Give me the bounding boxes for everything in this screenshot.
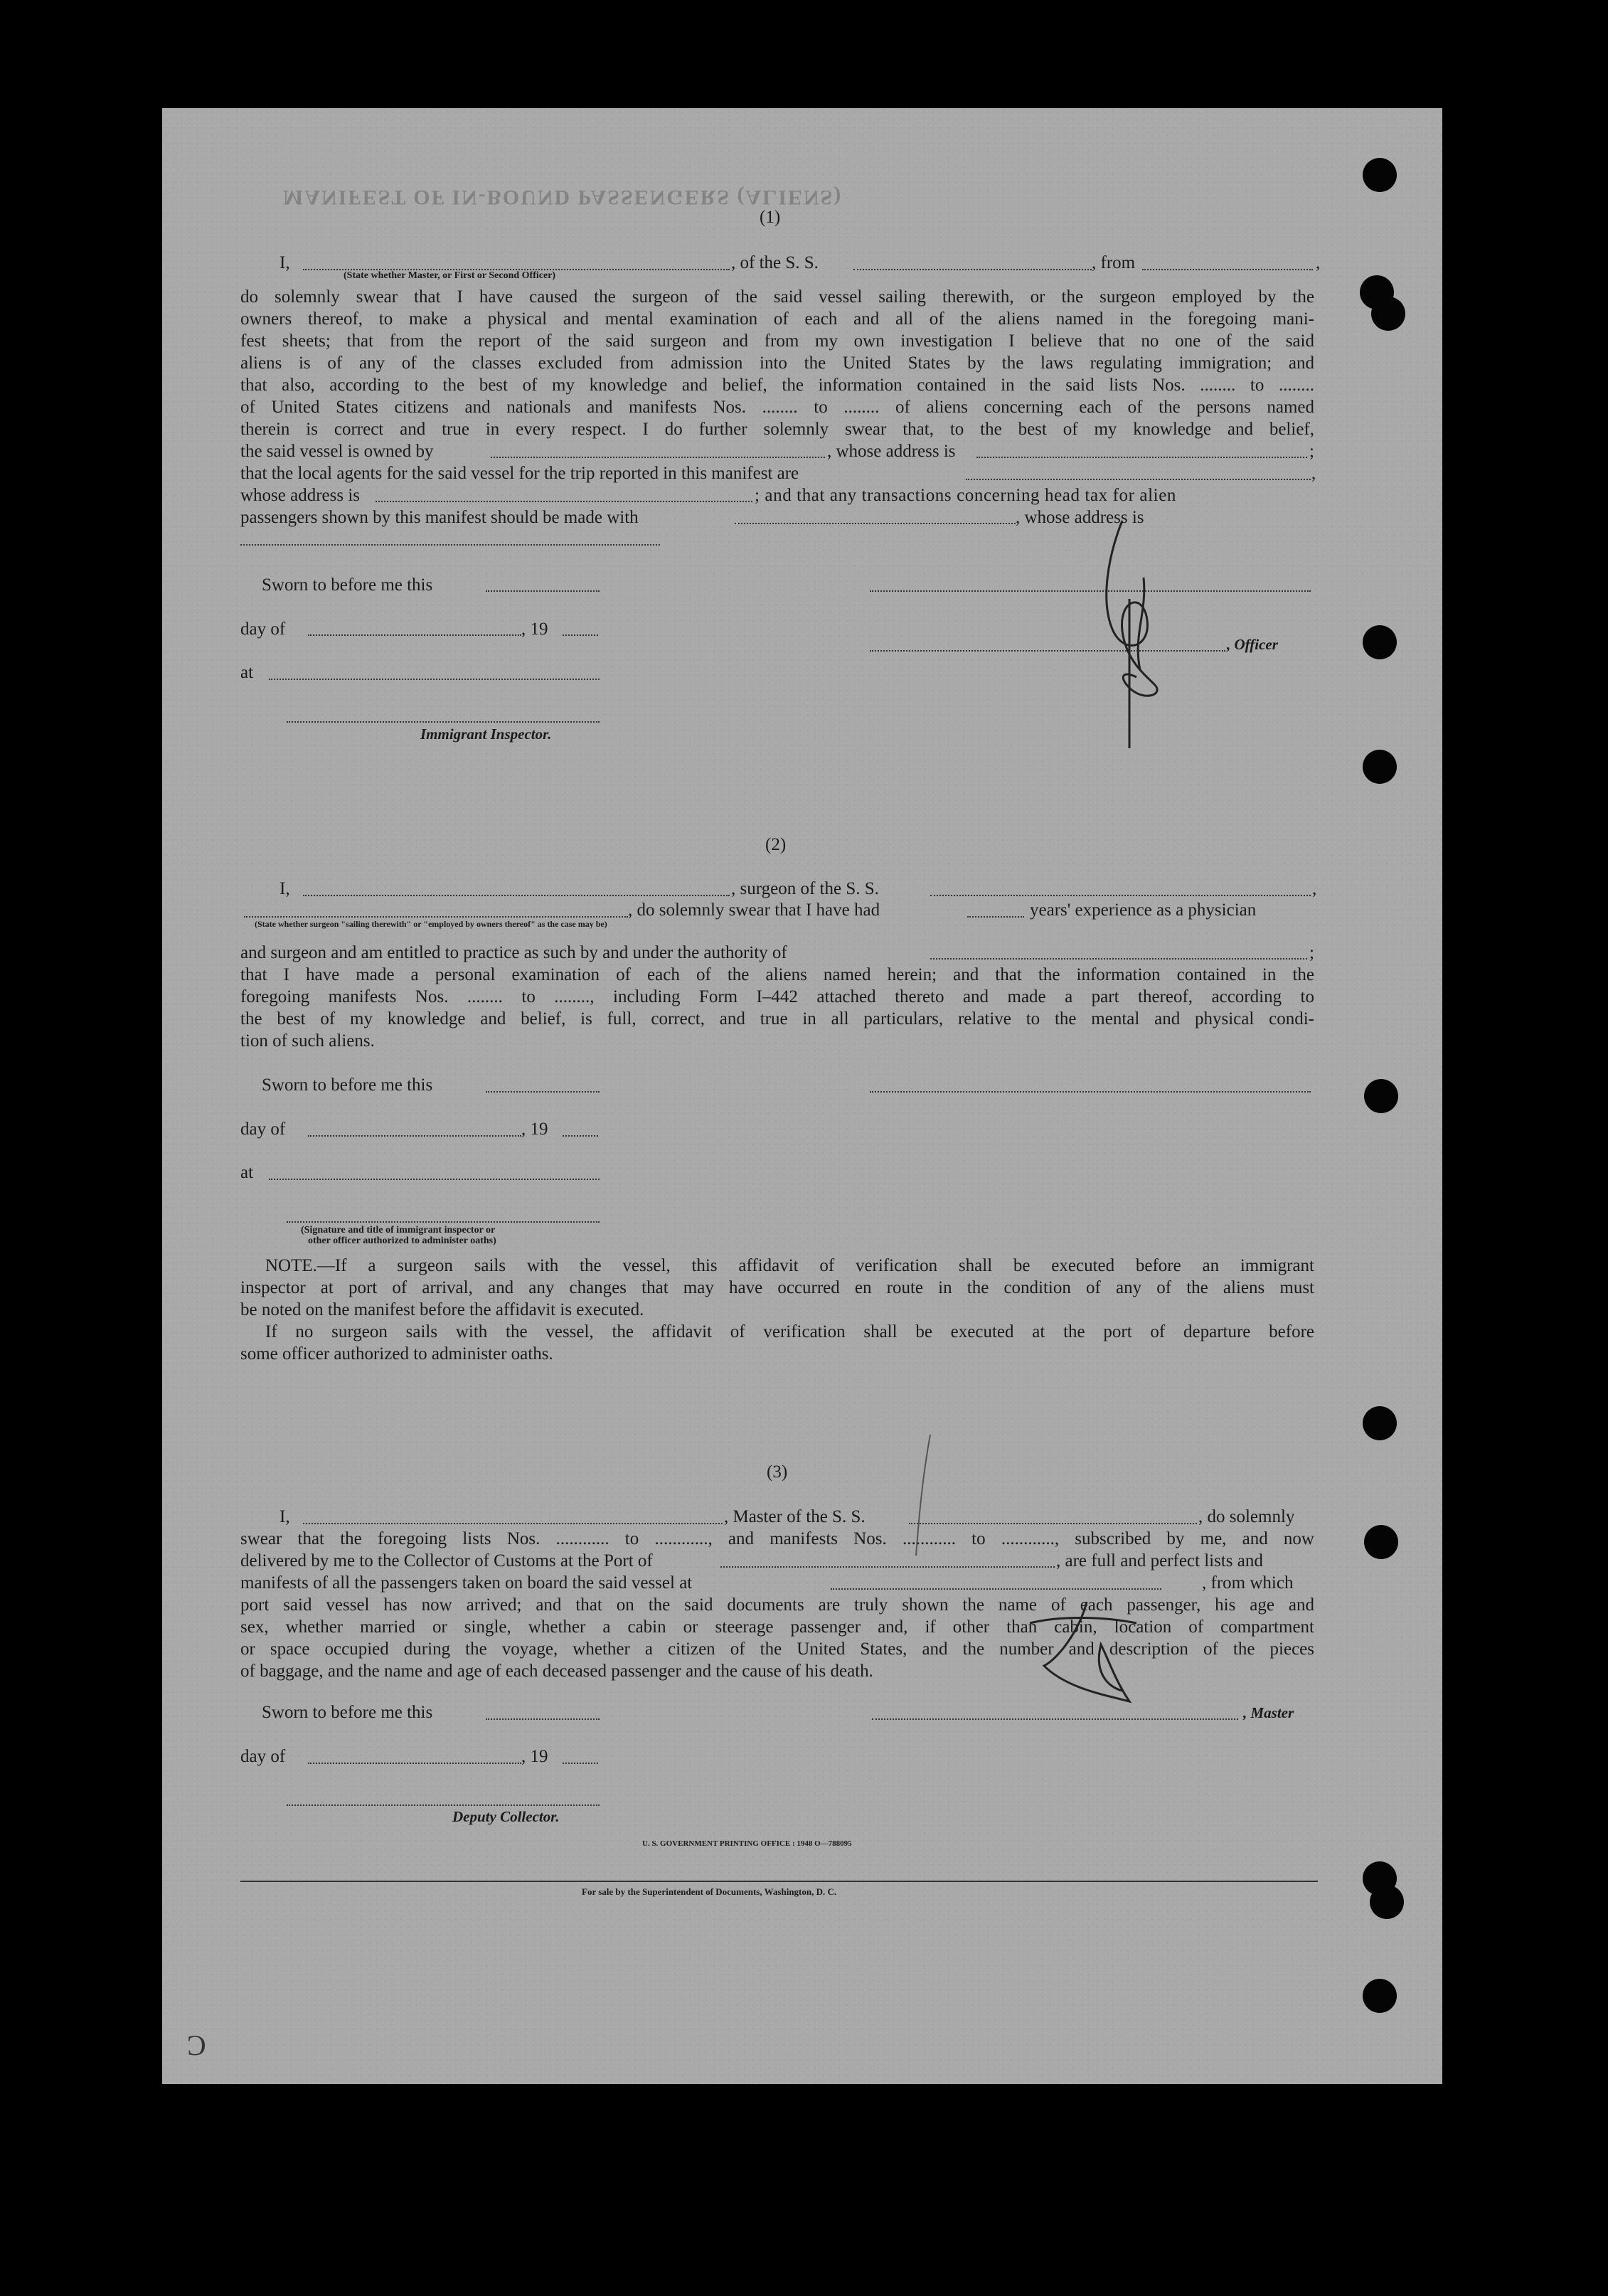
comma: , bbox=[1311, 464, 1316, 483]
section2-para-line: the best of my knowledge and belief, is full, correct, and true in all particulars, relative to the mental and physical condi- bbox=[240, 1009, 1314, 1029]
at-text: at bbox=[240, 663, 254, 682]
sworn-text: Sworn to before me this bbox=[262, 1703, 433, 1722]
sig-note-2: other officer authorized to administer oaths) bbox=[308, 1235, 496, 1246]
from-text: , from bbox=[1092, 253, 1136, 272]
sworn-day-field[interactable] bbox=[486, 1091, 600, 1093]
section2-i: I, bbox=[279, 879, 290, 898]
passengers-text: passengers shown by this manifest should be made with bbox=[240, 508, 639, 527]
month-field[interactable] bbox=[308, 1135, 521, 1137]
place-field[interactable] bbox=[269, 679, 600, 680]
section3-para-line: of baggage, and the name and age of each deceased passenger and the cause of his death. bbox=[240, 1662, 873, 1681]
owned-by-text: the said vessel is owned by bbox=[240, 442, 434, 461]
head-tax-text: ; and that any transactions concerning head tax for alien bbox=[755, 486, 1177, 505]
whose-address-is-text: , whose address is bbox=[1016, 508, 1144, 527]
sworn-day-field[interactable] bbox=[486, 590, 600, 592]
section1-i: I, bbox=[279, 253, 290, 272]
section3-number: (3) bbox=[767, 1462, 788, 1482]
section3-para-line: or space occupied during the voyage, whether a citizen of the United States, and the number and description of the pieces bbox=[240, 1639, 1314, 1659]
section1-para-line: do solemnly swear that I have caused the surgeon of the said vessel sailing therewith, or the surgeon employed by the bbox=[240, 287, 1314, 307]
footer-rule bbox=[240, 1881, 1318, 1882]
vessel-name-field[interactable] bbox=[853, 269, 1092, 270]
surgeon-name-field[interactable] bbox=[303, 895, 730, 896]
binder-hole bbox=[1371, 297, 1405, 331]
semicolon: ; bbox=[1309, 943, 1314, 962]
note-line: NOTE.—If a surgeon sails with the vessel, this affidavit of verification shall be executed before an immigrant bbox=[265, 1256, 1314, 1275]
binder-hole bbox=[1364, 1079, 1398, 1113]
deputy-signature-line[interactable] bbox=[287, 1805, 600, 1806]
sale-notice: For sale by the Superintendent of Documents, Washington, D. C. bbox=[582, 1886, 837, 1897]
sworn-text: Sworn to before me this bbox=[262, 1075, 433, 1095]
surgeon-status-note: (State whether surgeon "sailing therewith" or "employed by owners thereof" as the case may be) bbox=[255, 919, 607, 929]
master-signature-line[interactable] bbox=[872, 1718, 1238, 1720]
year-field[interactable] bbox=[563, 1135, 598, 1137]
binder-hole bbox=[1363, 1979, 1397, 2013]
at-text: at bbox=[240, 1163, 254, 1182]
section2-para-line: tion of such aliens. bbox=[240, 1031, 375, 1051]
comma: , bbox=[1316, 253, 1321, 272]
section3-para-line: port said vessel has now arrived; and that on the said documents are truly shown the name of each passenger, his age and bbox=[240, 1595, 1314, 1615]
surgeon-vessel-field[interactable] bbox=[930, 895, 1311, 896]
note-line: If no surgeon sails with the vessel, the affidavit of verification shall be executed at the port of departure before bbox=[265, 1322, 1314, 1341]
deputy-label: Deputy Collector. bbox=[452, 1808, 560, 1825]
inspector-signature-line[interactable] bbox=[287, 721, 600, 723]
master-vessel-field[interactable] bbox=[909, 1523, 1197, 1524]
section2-para-line: foregoing manifests Nos. ........ to ........, including Form I–442 attached thereto and made a part thereof, according to bbox=[240, 987, 1314, 1006]
officer-signature-line[interactable] bbox=[287, 1221, 600, 1223]
note-line: be noted on the manifest before the affidavit is executed. bbox=[240, 1300, 644, 1319]
section2-para-line: that I have made a personal examination of each of the aliens named herein; and that the information contained in the bbox=[240, 965, 1314, 984]
section1-para-line: that also, according to the best of my knowledge and belief, the information contained in the said lists Nos. ........ to ........ bbox=[240, 376, 1314, 395]
full-lists-text: , are full and perfect lists and bbox=[1056, 1551, 1263, 1570]
day-of-text: day of bbox=[240, 620, 286, 639]
page-mark: Ɔ bbox=[187, 2029, 206, 2061]
place-field[interactable] bbox=[269, 1179, 600, 1180]
sworn-day-field[interactable] bbox=[486, 1718, 600, 1720]
owner-address-field[interactable] bbox=[976, 457, 1307, 458]
from-which-text: , from which bbox=[1202, 1573, 1294, 1593]
note-line: some officer authorized to administer oaths. bbox=[240, 1344, 553, 1364]
swear-text: , do solemnly swear that I have had bbox=[628, 900, 880, 920]
years-field[interactable] bbox=[967, 916, 1024, 918]
year-prefix: , 19 bbox=[521, 1120, 548, 1139]
section1-para-line: therein is correct and true in every respect. I do further solemnly swear that, to the best of my knowledge and belief, bbox=[240, 420, 1314, 439]
binder-hole bbox=[1363, 625, 1397, 659]
surgeon-signature-line[interactable] bbox=[870, 1091, 1311, 1093]
binder-hole bbox=[1370, 1885, 1404, 1919]
handwritten-signature bbox=[1080, 506, 1208, 755]
binder-hole bbox=[1364, 1525, 1398, 1559]
year-field[interactable] bbox=[563, 634, 598, 636]
month-field[interactable] bbox=[308, 1763, 521, 1764]
agents-address-field[interactable] bbox=[376, 501, 752, 502]
sig-note-1: (Signature and title of immigrant inspector or bbox=[301, 1225, 496, 1235]
authority-field[interactable] bbox=[930, 958, 1307, 960]
pencil-mark bbox=[909, 1431, 937, 1559]
master-name-field[interactable] bbox=[303, 1523, 723, 1524]
experience-text: years' experience as a physician bbox=[1030, 900, 1257, 920]
section3-para-line: sex, whether married or single, whether a cabin or steerage passenger and, if other than cabin, location of compartment bbox=[240, 1617, 1314, 1637]
section2-number: (2) bbox=[765, 835, 787, 854]
contact-address-field[interactable] bbox=[240, 544, 660, 546]
section3-i: I, bbox=[279, 1507, 290, 1526]
section3-para-line: swear that the foregoing lists Nos. ............ to ............, and manifests Nos. ............ to ............, subscribed by me, and now bbox=[240, 1529, 1314, 1548]
master-of-text: , Master of the S. S. bbox=[724, 1507, 866, 1526]
sworn-text: Sworn to before me this bbox=[262, 575, 433, 595]
rank-note: (State whether Master, or First or Second Officer) bbox=[344, 270, 556, 281]
gpo-imprint: U. S. GOVERNMENT PRINTING OFFICE : 1948 O—788095 bbox=[642, 1839, 852, 1848]
whose-address-line-text: whose address is bbox=[240, 486, 361, 505]
day-of-text: day of bbox=[240, 1120, 286, 1139]
section2-para-line: and surgeon and am entitled to practice as such by and under the authority of bbox=[240, 943, 787, 962]
handwritten-signature bbox=[1016, 1573, 1158, 1716]
surgeon-status-field[interactable] bbox=[244, 916, 628, 918]
of-ss-text: , of the S. S. bbox=[731, 253, 819, 272]
port-field[interactable] bbox=[720, 1566, 1055, 1568]
semicolon: ; bbox=[1309, 442, 1314, 461]
owner-field[interactable] bbox=[491, 457, 825, 458]
comma: , bbox=[1312, 879, 1317, 898]
section1-para-line: of United States citizens and nationals and manifests Nos. ........ to ........ of aliens concerning each of the persons named bbox=[240, 398, 1314, 417]
officer-label: , Officer bbox=[1227, 636, 1278, 653]
section3-para-line: manifests of all the passengers taken on board the said vessel at bbox=[240, 1573, 693, 1593]
section1-para-line: aliens is of any of the classes excluded from admission into the United States by the laws regulating immigration; and bbox=[240, 354, 1314, 373]
section1-para-line: fest sheets; that from the report of the said surgeon and from my own investigation I believe that no one of the said bbox=[240, 331, 1314, 351]
bleed-through-header: MANIFEST OF IN-BOUND PASSENGERS (ALIENS) bbox=[283, 186, 843, 209]
binder-hole bbox=[1363, 158, 1397, 192]
binder-hole bbox=[1363, 750, 1397, 784]
month-field[interactable] bbox=[308, 634, 521, 636]
solemnly-text: , do solemnly bbox=[1198, 1507, 1295, 1526]
local-agents-text: that the local agents for the said vessel for the trip reported in this manifest are bbox=[240, 464, 799, 483]
section3-para-line: delivered by me to the Collector of Customs at the Port of bbox=[240, 1551, 653, 1570]
local-agents-field[interactable] bbox=[966, 479, 1311, 480]
day-of-text: day of bbox=[240, 1747, 286, 1766]
year-field[interactable] bbox=[563, 1763, 598, 1764]
surgeon-of-text: , surgeon of the S. S. bbox=[731, 879, 879, 898]
whose-address-text: , whose address is bbox=[827, 442, 956, 461]
from-port-field[interactable] bbox=[1142, 269, 1313, 270]
manifest-page bbox=[162, 108, 1442, 2084]
binder-hole bbox=[1363, 1406, 1397, 1440]
master-label: , Master bbox=[1243, 1704, 1294, 1721]
head-tax-contact-field[interactable] bbox=[735, 523, 1016, 524]
section1-number: (1) bbox=[760, 208, 781, 227]
inspector-label: Immigrant Inspector. bbox=[420, 726, 552, 743]
year-prefix: , 19 bbox=[521, 620, 548, 639]
note-line: inspector at port of arrival, and any changes that may have occurred en route in the condition of any of the aliens must bbox=[240, 1278, 1314, 1297]
year-prefix: , 19 bbox=[521, 1747, 548, 1766]
section1-para-line: owners thereof, to make a physical and mental examination of each and all of the aliens named in the foregoing mani- bbox=[240, 309, 1314, 329]
